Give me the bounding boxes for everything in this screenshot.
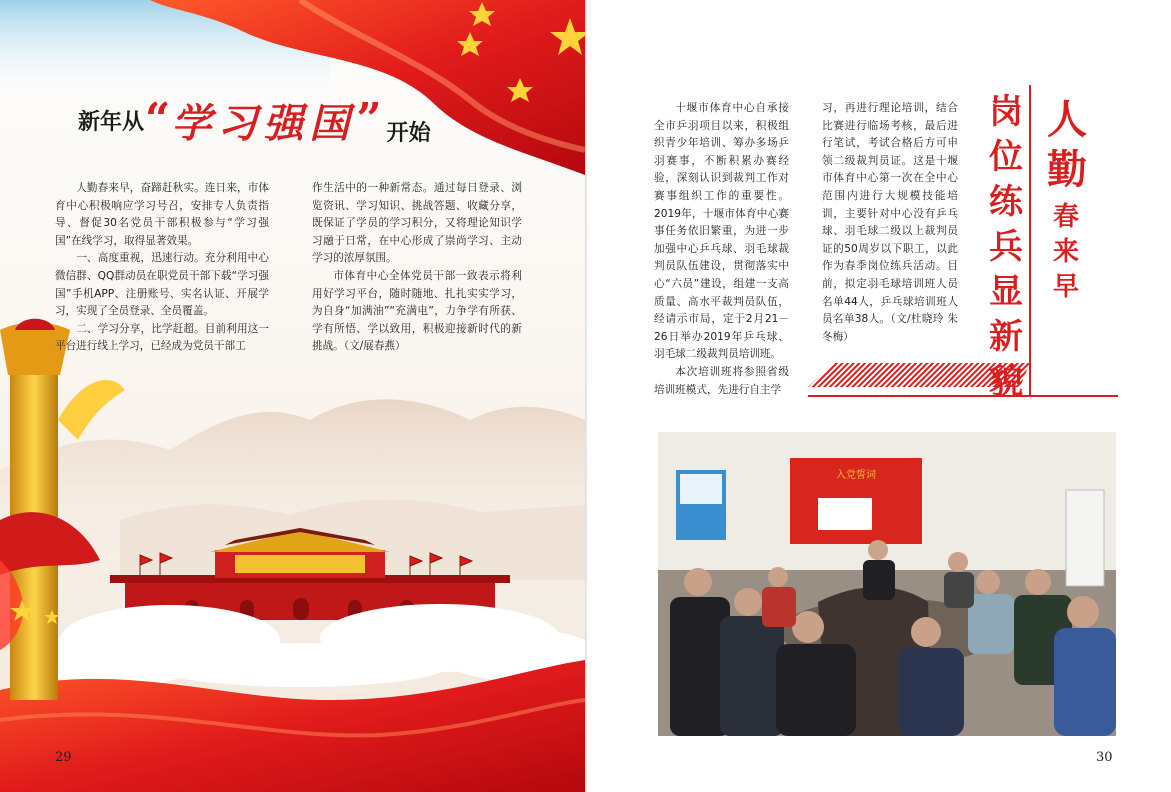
meeting-photo xyxy=(658,432,1116,736)
headline-prefix: 新年从 xyxy=(78,109,145,135)
paragraph: 一、高度重视，迅速行动。充分利用中心微信群、QQ群动员在职党员干部下载“学习强国”手机APP、注册账号、实名认证、开展学习，实现了全员登录、全员覆盖。 xyxy=(55,252,269,318)
title-char: 显 xyxy=(989,272,1023,312)
page-number-left: 29 xyxy=(55,750,72,765)
paragraph: 市体育中心全体党员干部一致表示将利用好学习平台，随时随地、扎扎实实学习，为自身“加满油”“充满电”，力争学有所获、学有所悟、学以致用，积极迎接新时代的新挑战。（文/展春燕） xyxy=(312,269,522,353)
title-char: 勤 xyxy=(1047,147,1087,193)
article-column-2 xyxy=(312,180,522,356)
title-char: 貌 xyxy=(989,362,1023,402)
left-page xyxy=(0,0,585,792)
title-char: 练 xyxy=(989,182,1023,222)
headline-close-quote: ” xyxy=(356,94,382,145)
title-char: 新 xyxy=(989,317,1023,357)
gutter xyxy=(585,0,588,792)
paragraph: 人勤春来早，奋蹄赶秋实。连日来，市体育中心积极响应学习号召，安排专人负责指导、督促30名党员干部积极参与“学习强国”在线学习，取得显著效果。 xyxy=(55,182,269,247)
page-number-right: 30 xyxy=(1096,750,1113,765)
right-article-column-1 xyxy=(654,100,789,399)
meeting-photo-illustration xyxy=(658,432,1116,736)
headline xyxy=(78,88,498,152)
title-sub xyxy=(1046,200,1086,305)
title-char: 春 xyxy=(1052,202,1079,232)
headline-main: 学习强国 xyxy=(171,99,356,147)
title-char: 兵 xyxy=(989,227,1023,267)
title-main xyxy=(1040,95,1094,195)
article-column-1 xyxy=(55,180,269,356)
paragraph: 习，再进行理论培训，结合比赛进行临场考核，最后进行笔试，考试合格后方可申领二级裁判员证。这是十堰市体育中心第一次在全中心范围内进行大规模技能培训，主要针对中心没有乒乓球、羽毛球二级以上裁判员证的50周岁以下职工，以此作为春季岗位练兵活动。目前，拟定羽毛球培训班人员名单44人，乒乓球培训班人员名单38人。（文/杜晓玲 朱冬梅） xyxy=(822,102,958,343)
title-char: 位 xyxy=(989,137,1023,177)
title-char: 人 xyxy=(1047,97,1087,143)
title-char: 来 xyxy=(1052,237,1079,267)
headline-open-quote: “ xyxy=(145,94,171,145)
title-char: 早 xyxy=(1052,272,1079,302)
title-char: 岗 xyxy=(989,92,1023,132)
paragraph: 作生活中的一种新常态。通过每日登录、浏览资讯、学习知识、挑战答题、收藏分享，既保证了学员的学习积分，又将理论知识学习融于日常，在中心形成了崇尚学习、主动学习的浓厚氛围。 xyxy=(312,182,522,265)
banner-title: 入党誓词 xyxy=(836,470,876,481)
paragraph: 二、学习分享，比学赶超。目前利用这一平台进行线上学习，已经成为党员干部工 xyxy=(55,322,269,353)
title-side xyxy=(984,90,1028,405)
paragraph: 本次培训班将参照省级培训班模式，先进行自主学 xyxy=(654,365,789,396)
paragraph: 十堰市体育中心自承接全市乒羽项目以来，积极组织青少年培训、筹办多场乒羽赛事，不断积累办赛经验，深刻认识到裁判工作对赛事组织工作的重要性。2019年，十堰市体育中心赛事任务依旧繁重，为进一步加强中心乒乓球、羽毛球裁判员队伍建设，贯彻落实中心“六员”建设，组建一支高质量、高水平裁判员队伍，经请示市局，定于2月21－26日举办2019年乒乓球、羽毛球二级裁判员培训班。 xyxy=(654,102,789,361)
headline-suffix: 开始 xyxy=(386,120,431,146)
